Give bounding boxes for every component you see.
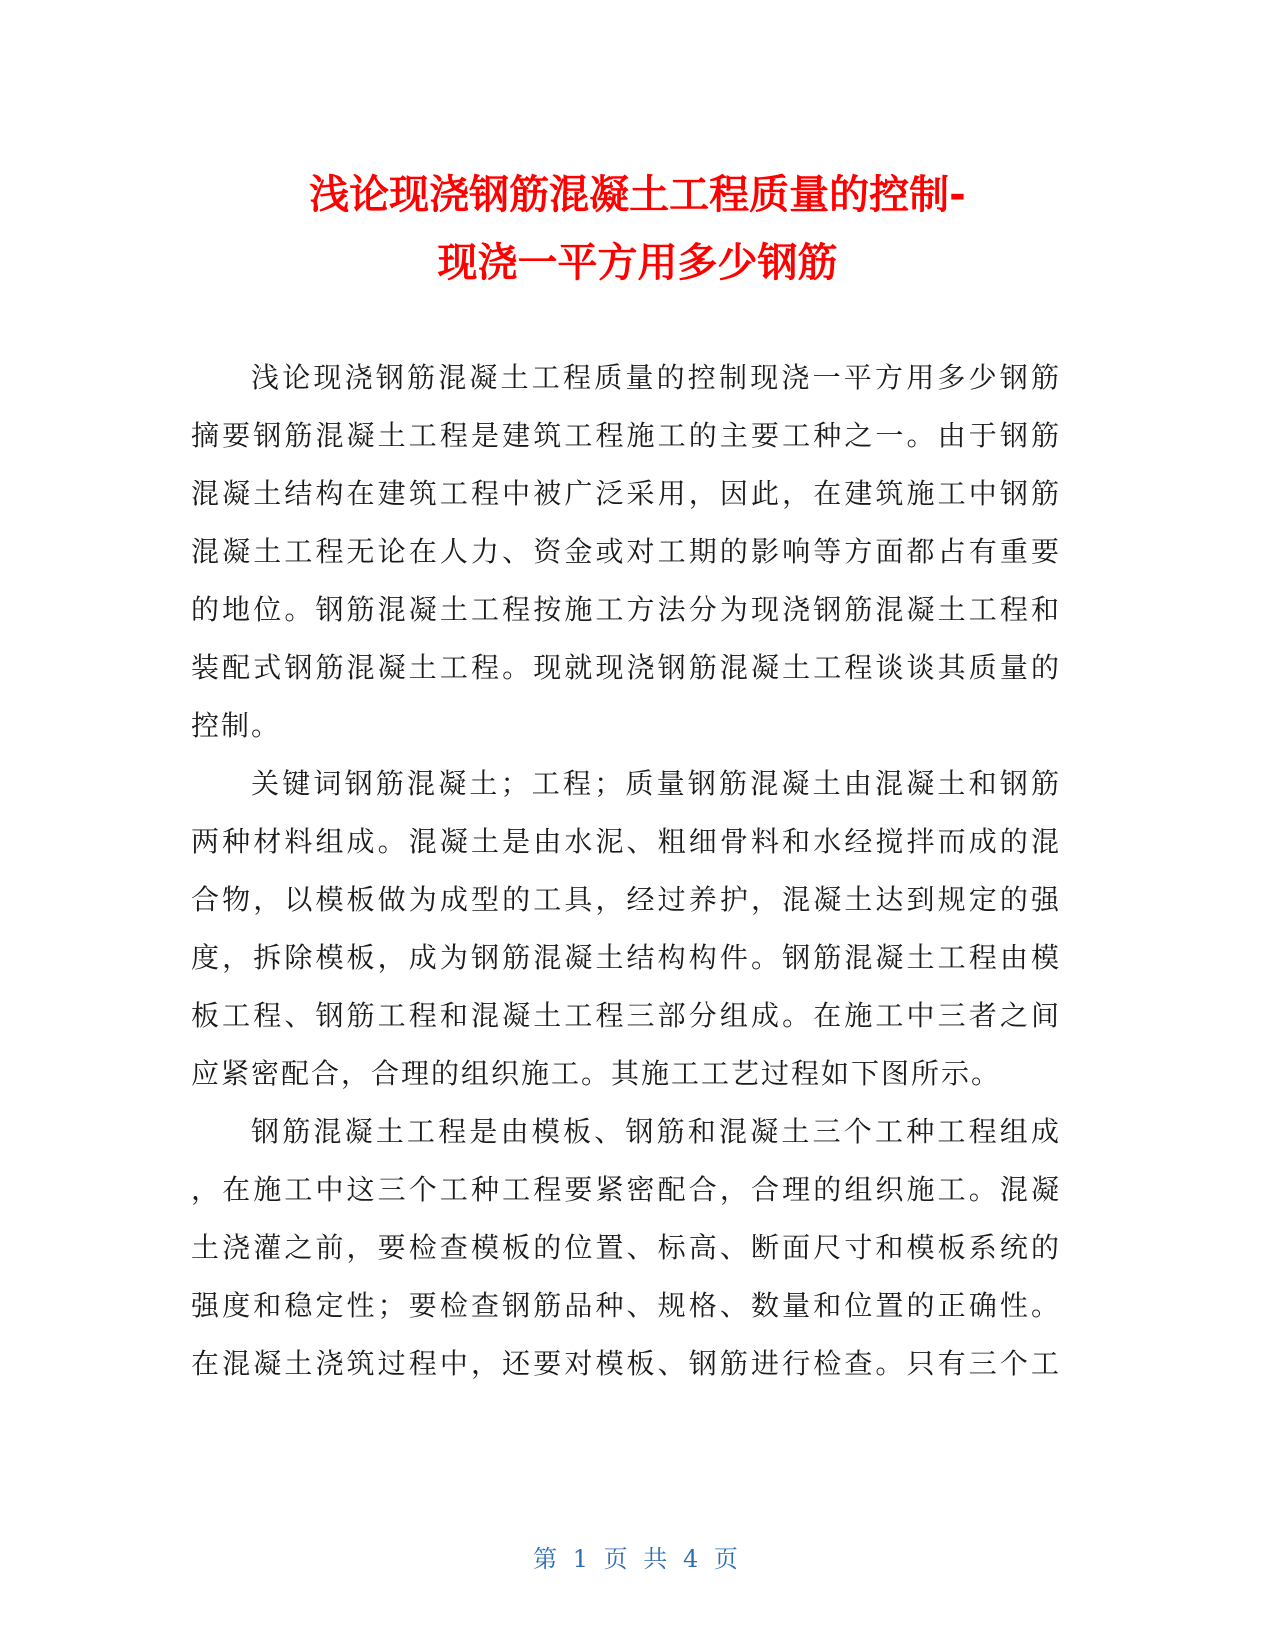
paragraph-line: 控制。 xyxy=(191,709,282,742)
paragraph-line: 土浇灌之前，要检查模板的位置、标高、断面尺寸和模板系统的 xyxy=(191,1231,1061,1264)
page-title-line-2: 现浇一平方用多少钢筋 xyxy=(437,240,838,286)
paragraph-line: 度，拆除模板，成为钢筋混凝土结构构件。钢筋混凝土工程由模 xyxy=(191,941,1061,974)
paragraph-line: 混凝土工程无论在人力、资金或对工期的影响等方面都占有重要 xyxy=(191,535,1061,568)
paragraph-line: 浅论现浇钢筋混凝土工程质量的控制现浇一平方用多少钢筋 xyxy=(251,361,1061,394)
paragraph-line: 关键词钢筋混凝土；工程；质量钢筋混凝土由混凝土和钢筋 xyxy=(251,767,1061,800)
page-title-line-1: 浅论现浇钢筋混凝土工程质量的控制- xyxy=(309,172,966,218)
paragraph-line: 两种材料组成。混凝土是由水泥、粗细骨料和水经搅拌而成的混 xyxy=(191,825,1061,858)
paragraph-line: 摘要钢筋混凝土工程是建筑工程施工的主要工种之一。由于钢筋 xyxy=(191,419,1061,452)
paragraph-line: 混凝土结构在建筑工程中被广泛采用，因此，在建筑施工中钢筋 xyxy=(191,477,1061,510)
paragraph-line: 的地位。钢筋混凝土工程按施工方法分为现浇钢筋混凝土工程和 xyxy=(191,593,1061,626)
paragraph-line: 应紧密配合，合理的组织施工。其施工工艺过程如下图所示。 xyxy=(191,1057,1002,1090)
paragraph-line: 装配式钢筋混凝土工程。现就现浇钢筋混凝土工程谈谈其质量的 xyxy=(191,651,1061,684)
paragraph-line: 在混凝土浇筑过程中，还要对模板、钢筋进行检查。只有三个工 xyxy=(191,1347,1061,1380)
page-footer: 第 1 页 共 4 页 xyxy=(533,1545,742,1573)
paragraph-line: ，在施工中这三个工种工程要紧密配合，合理的组织施工。混凝 xyxy=(191,1173,1061,1206)
paragraph-line: 钢筋混凝土工程是由模板、钢筋和混凝土三个工种工程组成 xyxy=(251,1115,1061,1148)
paragraph-line: 板工程、钢筋工程和混凝土工程三部分组成。在施工中三者之间 xyxy=(191,999,1061,1032)
paragraph-line: 强度和稳定性；要检查钢筋品种、规格、数量和位置的正确性。 xyxy=(191,1289,1061,1322)
paragraph-line: 合物，以模板做为成型的工具，经过养护，混凝土达到规定的强 xyxy=(191,883,1061,916)
